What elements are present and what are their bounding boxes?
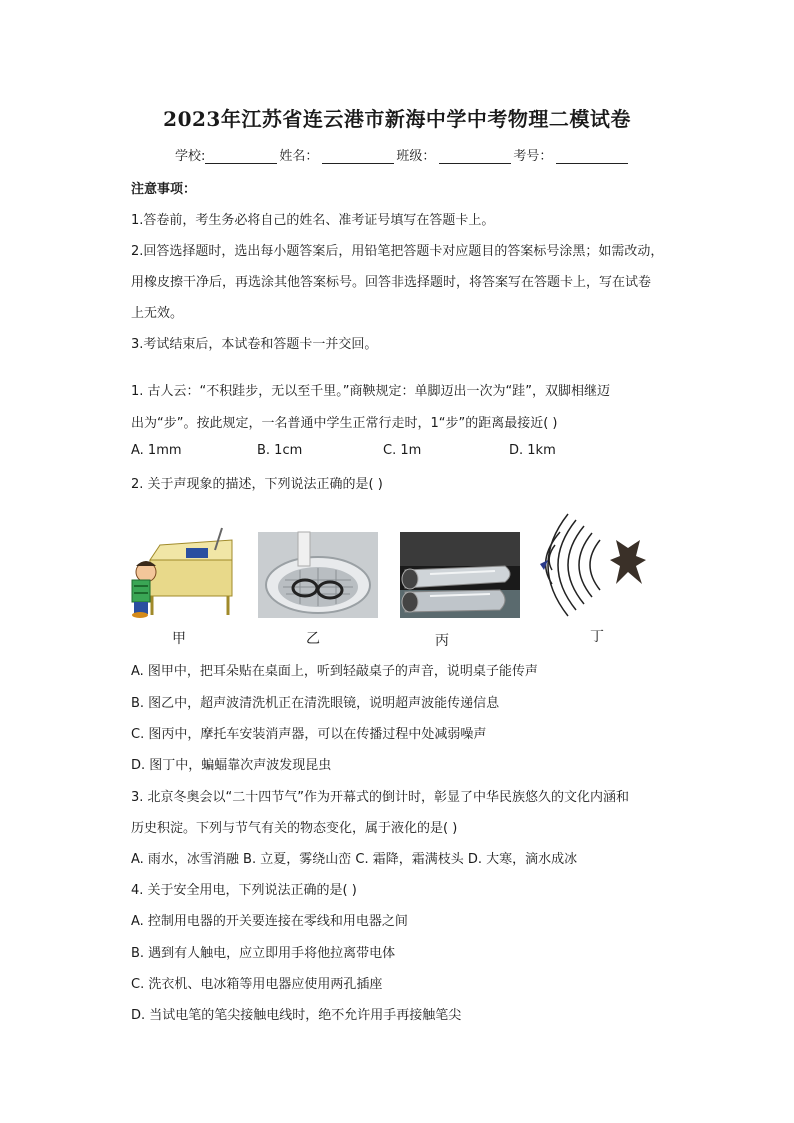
q4-option-c: C. 洗衣机、电冰箱等用电器应使用两孔插座	[131, 977, 383, 992]
q3-stem-line-1: 3. 北京冬奥会以“二十四节气”作为开幕式的倒计时，彰显了中华民族悠久的文化内涵和	[131, 790, 630, 805]
student-info-row	[175, 145, 630, 164]
school-label: 学校:	[175, 149, 206, 164]
q2-option-a: A. 图甲中，把耳朵贴在桌面上，听到轻敲桌子的声音，说明桌子能传声	[131, 664, 538, 679]
q1-option-c: C. 1m	[383, 443, 422, 458]
q1-option-b: B. 1cm	[257, 443, 303, 458]
caption-jia: 甲	[172, 631, 186, 647]
caption-ding: 丁	[590, 629, 604, 645]
bat-echolocation-illustration	[546, 514, 600, 616]
notice-item-2-line-1: 2.回答选择题时，选出每小题答案后，用铅笔把答题卡对应题目的答案标号涂黑；如需改动，	[131, 244, 664, 259]
desk-illustration	[132, 528, 232, 618]
class-blank[interactable]	[439, 149, 511, 164]
notice-item-2-line-2: 用橡皮擦干净后，再选涂其他答案标号。回答非选择题时，将答案写在答题卡上，写在试卷	[131, 275, 652, 290]
q1-stem-line-1: 1. 古人云：“不积跬步，无以至千里。”商鞅规定：单脚迈出一次为“跬”，双脚相继迈	[131, 384, 610, 399]
q3-stem-line-2: 历史积淀。下列与节气有关的物态变化，属于液化的是( )	[131, 821, 458, 836]
notice-heading: 注意事项：	[131, 182, 197, 197]
q2-option-c: C. 图丙中，摩托车安装消声器，可以在传播过程中处减弱噪声	[131, 727, 487, 742]
notice-item-2-line-3: 上无效。	[131, 306, 184, 321]
q1-stem-line-2: 出为“步”。按此规定，一名普通中学生正常行走时，1“步”的距离最接近( )	[131, 416, 558, 431]
q1-option-a: A. 1mm	[131, 443, 182, 458]
caption-bing: 丙	[435, 633, 449, 649]
q2-option-d: D. 图丁中，蝙蝠靠次声波发现昆虫	[131, 758, 332, 773]
insect	[540, 560, 548, 570]
name-blank[interactable]	[322, 149, 394, 164]
motorcycle-muffler-illustration	[400, 532, 520, 618]
q2-option-b: B. 图乙中，超声波清洗机正在清洗眼镜，说明超声波能传递信息	[131, 696, 500, 711]
school-blank[interactable]	[205, 149, 277, 164]
ultrasonic-cleaner-illustration	[258, 532, 378, 618]
q4-stem: 4. 关于安全用电，下列说法正确的是( )	[131, 883, 357, 898]
exam-no-blank[interactable]	[556, 149, 628, 164]
exam-no-label: 考号：	[513, 149, 553, 164]
q4-option-b: B. 遇到有人触电，应立即用手将他拉离带电体	[131, 946, 396, 961]
q1-option-d: D. 1km	[509, 443, 556, 458]
caption-yi: 乙	[306, 631, 320, 647]
q3-options: A. 雨水，冰雪消融 B. 立夏，雾绕山峦 C. 霜降，霜满枝头 D. 大寒，滴水成冰	[131, 852, 578, 867]
class-label: 班级：	[396, 149, 436, 164]
bat-silhouette	[610, 540, 646, 584]
q1-options	[131, 443, 556, 458]
q2-stem: 2. 关于声现象的描述，下列说法正确的是( )	[131, 477, 383, 492]
q4-option-a: A. 控制用电器的开关要连接在零线和用电器之间	[131, 914, 408, 929]
notice-item-3: 3.考试结束后，本试卷和答题卡一并交回。	[131, 337, 378, 352]
notice-item-1: 1.答卷前，考生务必将自己的姓名、准考证号填写在答题卡上。	[131, 213, 495, 228]
name-label: 姓名：	[279, 149, 319, 164]
q4-option-d: D. 当试电笔的笔尖接触电线时，绝不允许用手再接触笔尖	[131, 1008, 462, 1023]
page-title: 2023年江苏省连云港市新海中学中考物理二模试卷	[163, 107, 631, 131]
